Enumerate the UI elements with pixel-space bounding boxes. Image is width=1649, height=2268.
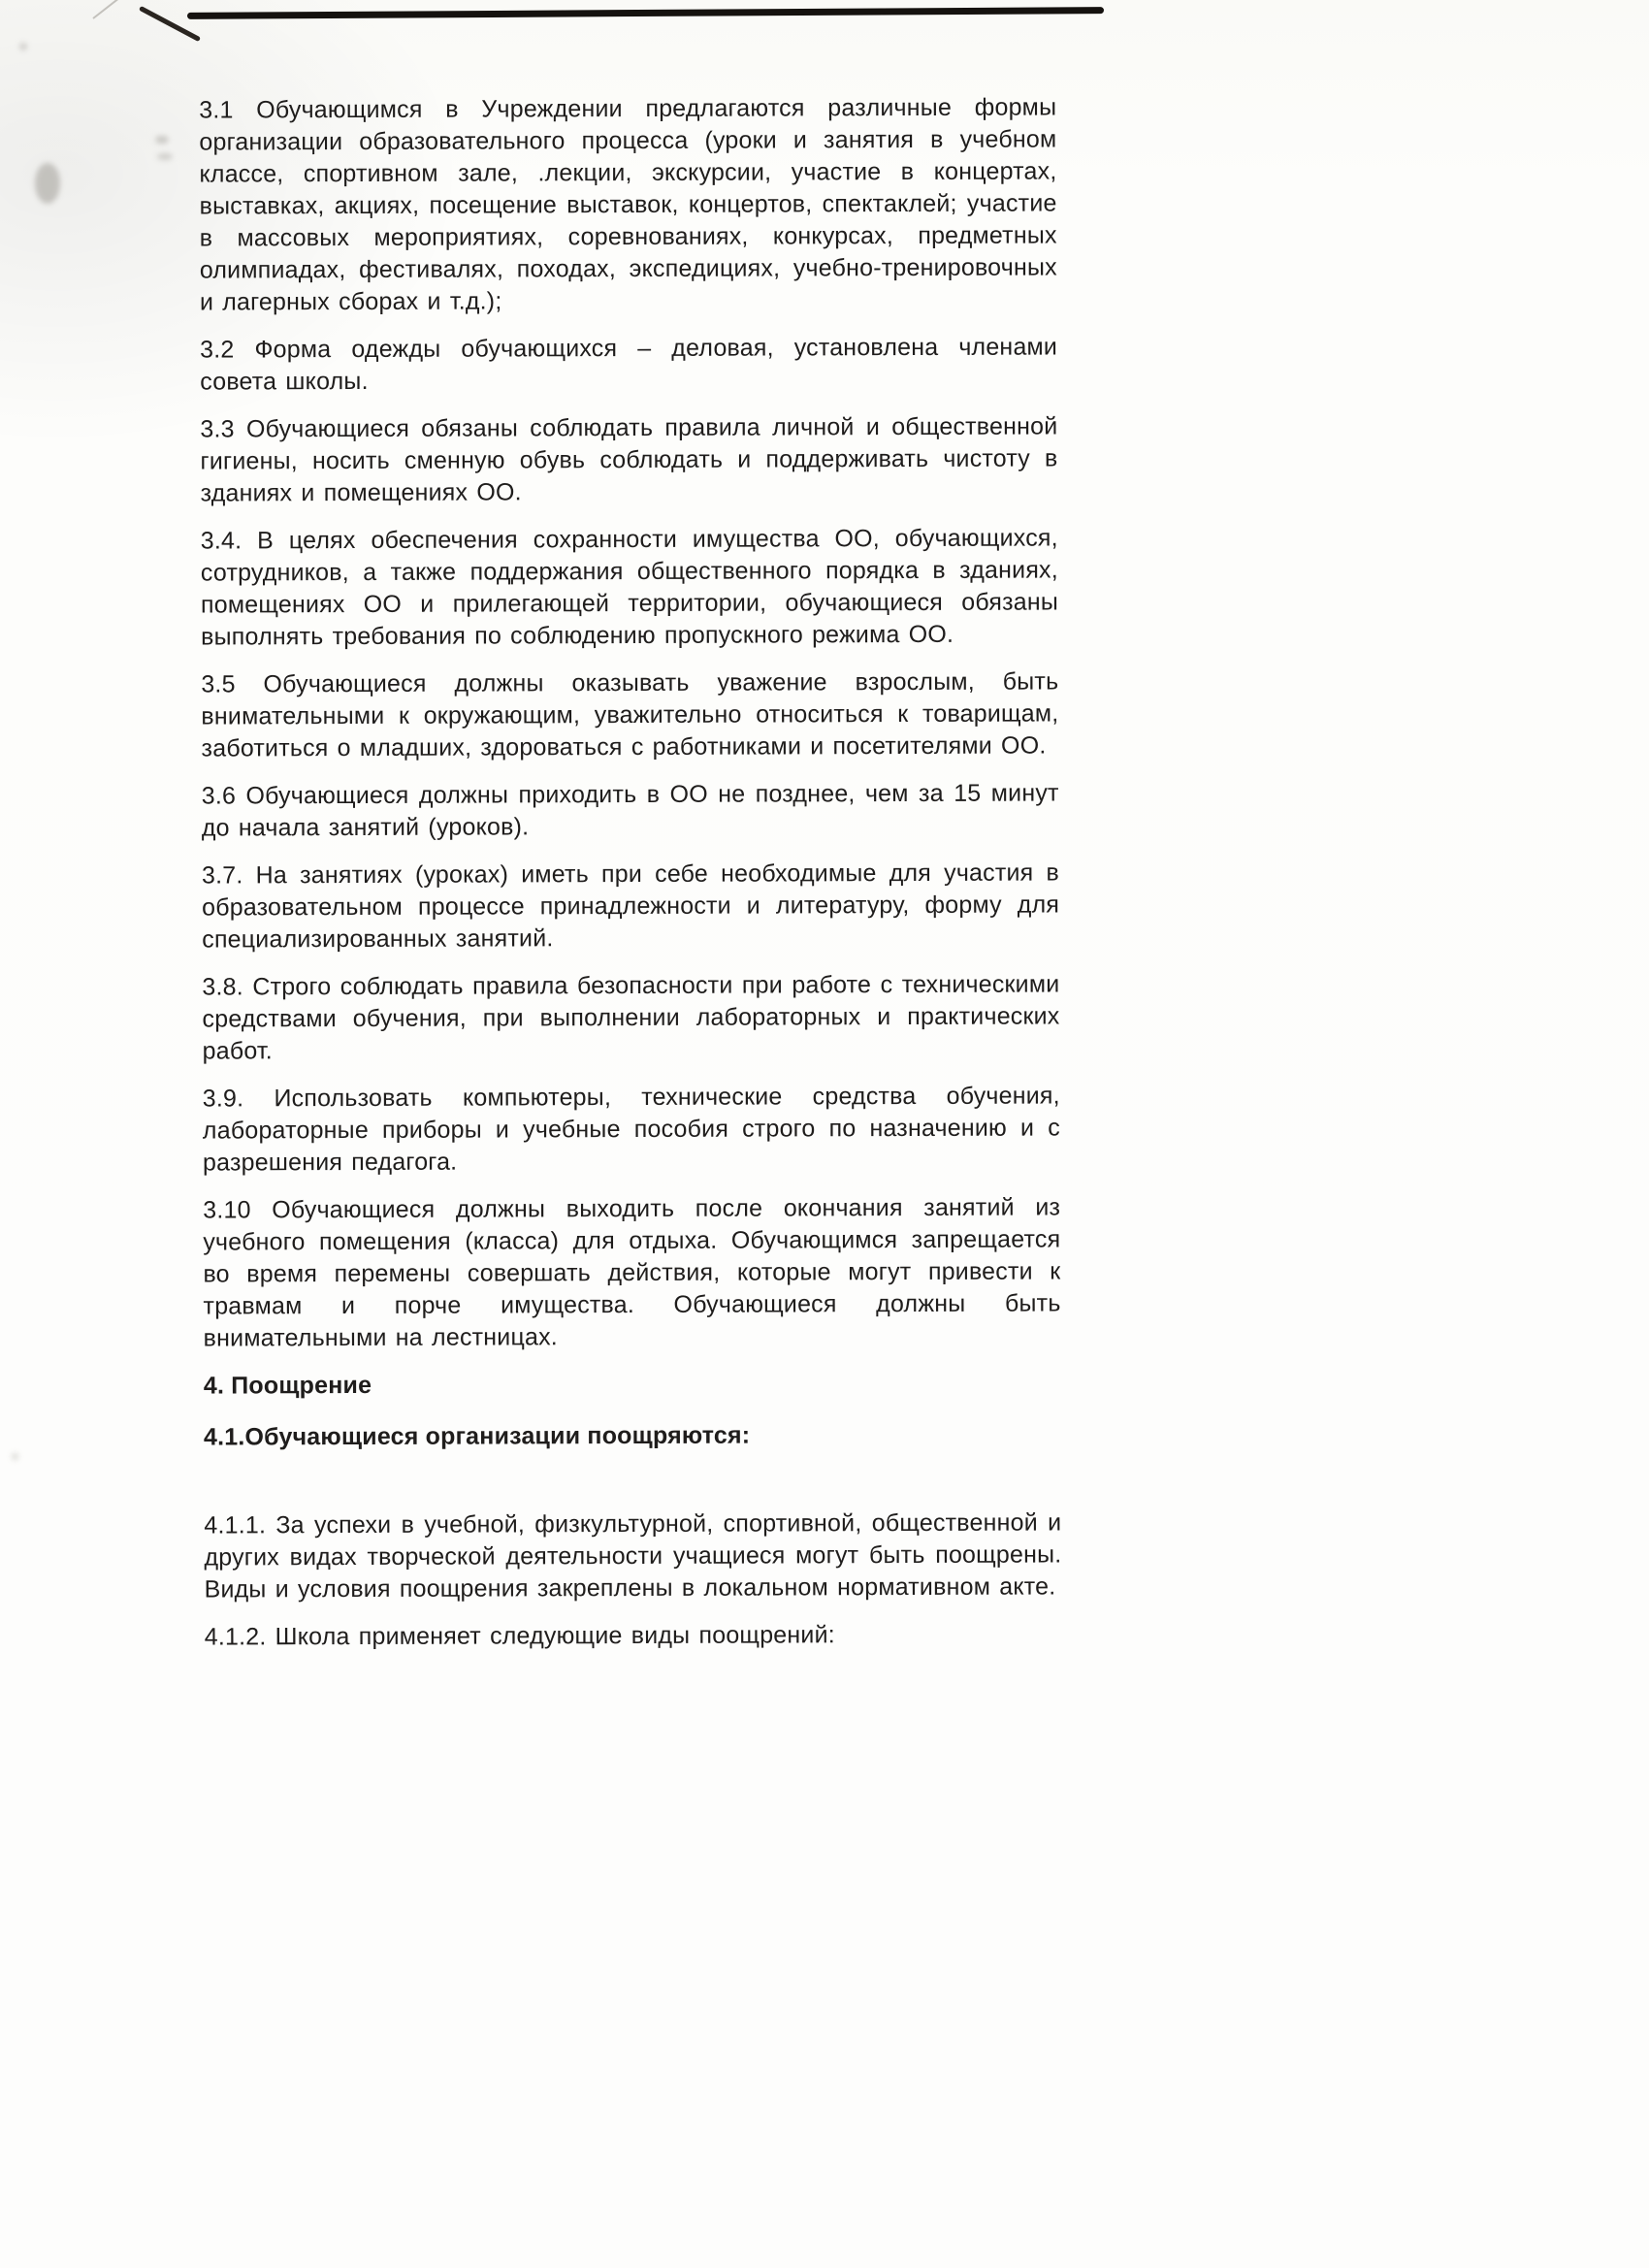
document-body bbox=[199, 91, 1062, 1669]
section-heading-4: 4. Поощрение bbox=[203, 1371, 372, 1400]
scan-top-edge-artifact bbox=[187, 7, 1104, 19]
scan-smudge bbox=[35, 163, 60, 204]
paragraph-3-1: 3.1 Обучающимся в Учреждении предлагаются различные формы организации образовательного процесса (уроки и занятия в учебном классе, спортивном зале, .лекции, экскурсии, участие в концертах, выставках, акциях, посещение выставок, концертов, спектаклей; участие в массовых мероприятиях, соревнованиях, конкурсах, предметных олимпиадах, фестивалях, походах, экспедициях, учебно-тренировочных и лагерных сборах и т.д.); bbox=[199, 93, 1057, 316]
paragraph-3-10: 3.10 Обучающиеся должны выходить после окончания занятий из учебного помещения (класса) для отдыха. Обучающимся запрещается во время перемены совершать действия, которые могут привести к травмам и порче имущества. Обучающиеся должны быть внимательными на лестницах. bbox=[203, 1193, 1061, 1352]
paragraph-4-1-1: 4.1.1. За успехи в учебной, физкультурной, спортивной, общественной и других видах творческой деятельности учащиеся могут быть поощрены. Виды и условия поощрения закреплены в локальном нормативном акте. bbox=[204, 1508, 1062, 1604]
paragraph-3-6: 3.6 Обучающиеся должны приходить в ОО не позднее, чем за 15 минут до начала занятий (уроков). bbox=[201, 779, 1059, 842]
scan-top-edge-artifact-left bbox=[139, 6, 201, 42]
scan-smudge bbox=[155, 136, 169, 144]
section-heading-4-1: 4.1.Обучающиеся организации поощряются: bbox=[203, 1421, 751, 1451]
paragraph-4-1-2: 4.1.2. Школа применяет следующие виды поощрений: bbox=[204, 1621, 835, 1651]
scan-smudge bbox=[19, 43, 27, 50]
paragraph-3-5: 3.5 Обучающиеся должны оказывать уважение взрослым, быть внимательными к окружающим, уважительно относиться к товарищам, заботиться о младших, здороваться с работниками и посетителями ОО. bbox=[201, 667, 1059, 762]
scan-smudge bbox=[157, 153, 173, 160]
scan-smudge bbox=[12, 1453, 18, 1460]
paragraph-3-8: 3.8. Строго соблюдать правила безопасности при работе с техническими средствами обучения, при выполнении лабораторных и практических работ. bbox=[202, 970, 1060, 1065]
paragraph-3-9: 3.9. Использовать компьютеры, технические средства обучения, лабораторные приборы и учебные пособия строго по назначению и с разрешения педагога. bbox=[202, 1082, 1060, 1177]
paragraph-3-3: 3.3 Обучающиеся обязаны соблюдать правила личной и общественной гигиены, носить сменную обувь соблюдать и поддерживать чистоту в зданиях и помещениях ОО. bbox=[200, 412, 1058, 507]
paragraph-3-7: 3.7. На занятиях (уроках) иметь при себе необходимые для участия в образовательном процессе принадлежности и литературу, форму для специализированных занятий. bbox=[201, 859, 1060, 954]
paragraph-3-2: 3.2 Форма одежды обучающихся – деловая, установлена членами совета школы. bbox=[200, 333, 1058, 396]
paragraph-3-4: 3.4. В целях обеспечения сохранности имущества ОО, обучающихся, сотрудников, а также поддержания общественного порядка в зданиях, помещениях ОО и прилегающей территории, обучающиеся обязаны выполнять требования по соблюдению пропускного режима ОО. bbox=[200, 524, 1059, 651]
